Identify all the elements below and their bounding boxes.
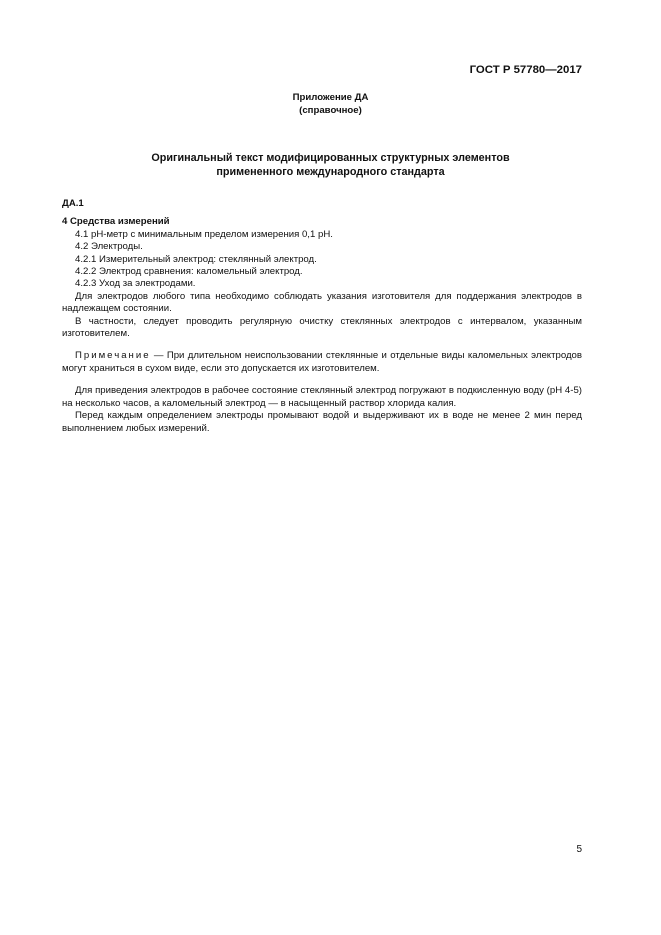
section-label: ДА.1 bbox=[62, 198, 84, 209]
list-item: 4.2.3 Уход за электродами. bbox=[75, 278, 196, 290]
note-text: — При длительном неиспользовании стеклянные и отдельные виды каломельных электродов могут храниться в сухом виде, если это допускается их изготовителем. bbox=[62, 350, 582, 374]
paragraph: В частности, следует проводить регулярную очистку стеклянных электродов с интервалом, указанным изготовителем. bbox=[62, 315, 582, 340]
section-heading: 4 Средства измерений bbox=[62, 216, 170, 228]
note-paragraph bbox=[62, 350, 582, 375]
document-title bbox=[0, 151, 661, 179]
list-item: 4.2.2 Электрод сравнения: каломельный электрод. bbox=[75, 266, 303, 278]
list-item: 4.1 рН-метр с минимальным пределом измерения 0,1 рН. bbox=[75, 228, 333, 240]
note-label: Примечание bbox=[75, 350, 151, 362]
document-title-line-1: Оригинальный текст модифицированных структурных элементов bbox=[151, 152, 510, 164]
annex-title: Приложение ДА bbox=[292, 92, 369, 103]
paragraph: Для электродов любого типа необходимо соблюдать указания изготовителя для поддержания электродов в надлежащем состоянии. bbox=[62, 290, 582, 315]
section-content bbox=[62, 198, 582, 435]
paragraph: Для приведения электродов в рабочее состояние стеклянный электрод погружают в подкисленную воду (рН 4-5) на несколько часов, а каломельный электрод — в насыщенный раствор хлорида калия. bbox=[62, 385, 582, 409]
list-item: 4.2.1 Измерительный электрод: стеклянный электрод. bbox=[75, 253, 317, 265]
paragraph: Перед каждым определением электроды промывают водой и выдерживают их в воде не менее 2 мин перед выполнением любых измерений. bbox=[62, 410, 582, 434]
list-item: 4.2 Электроды. bbox=[75, 241, 143, 253]
standard-id: ГОСТ Р 57780—2017 bbox=[469, 64, 582, 76]
page-number: 5 bbox=[576, 844, 582, 855]
annex-heading bbox=[0, 92, 661, 117]
annex-subtitle: (справочное) bbox=[299, 104, 362, 116]
document-title-line-2: примененного международного стандарта bbox=[216, 166, 445, 178]
